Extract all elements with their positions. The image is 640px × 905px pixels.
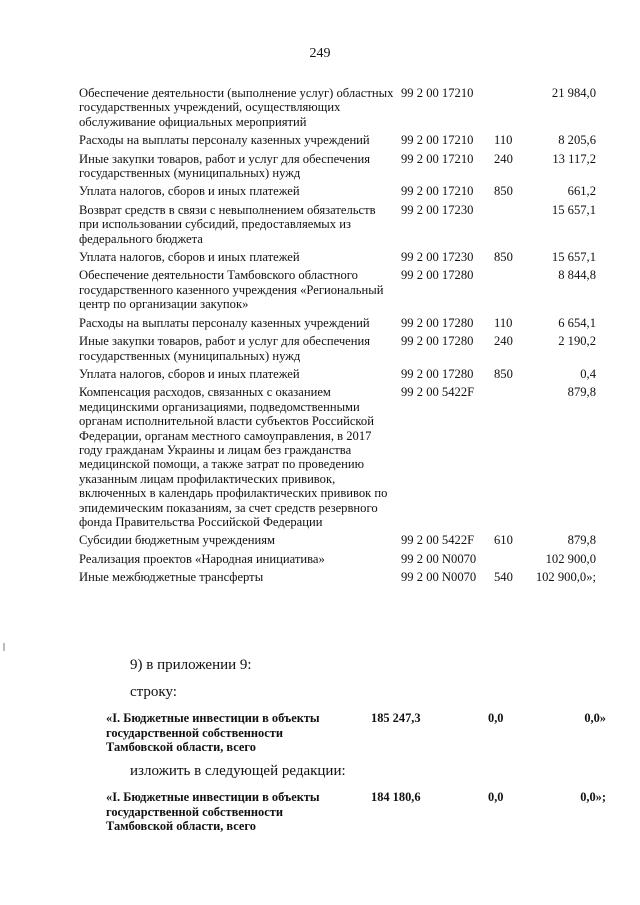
row-code: 99 2 00 17210 — [401, 133, 474, 148]
row-name: Расходы на выплаты персоналу казенных учреждений — [79, 133, 370, 148]
row-amount: 8 205,6 — [558, 133, 596, 148]
row-amount: 2 190,2 — [558, 334, 596, 349]
table-row — [79, 570, 599, 584]
old-row-value-2: 0,0 — [488, 711, 504, 725]
new-row — [106, 790, 606, 834]
row-expense-type: 540 — [494, 570, 513, 585]
row-amount: 21 984,0 — [551, 86, 596, 100]
table-row — [79, 133, 599, 147]
row-amount: 15 657,1 — [551, 202, 596, 217]
row-code: 99 2 00 17280 — [401, 315, 474, 330]
new-row-value-3: 0,0»; — [580, 790, 606, 804]
row-name: Расходы на выплаты персоналу казенных учреждений — [79, 315, 370, 330]
row-expense-type: 110 — [494, 133, 513, 148]
old-row-name: «I. Бюджетные инвестиции в объекты государственной собственности Тамбовской области, всего — [106, 711, 320, 755]
row-name: Возврат средств в связи с невыполнением обязательств при использовании субсидий, предоставляемых из федерального бюджета — [79, 202, 376, 246]
row-expense-type: 610 — [494, 533, 513, 548]
row-amount: 102 900,0»; — [535, 570, 596, 585]
row-name: Обеспечение деятельности Тамбовского областного государственного казенного учреждения «Региональный центр по организации закупок» — [79, 268, 384, 312]
row-expense-type: 240 — [494, 151, 513, 166]
appendix-heading: 9) в приложении 9: — [130, 657, 252, 673]
row-name: Уплата налогов, сборов и иных платежей — [79, 184, 300, 199]
table-row — [79, 268, 599, 311]
row-name: Иные межбюджетные трансферты — [79, 570, 264, 585]
row-name: Обеспечение деятельности (выполнение услуг) областных государственных учреждений, осуществляющих обслуживание официальных мероприятий — [79, 86, 394, 129]
new-row-value-2: 0,0 — [488, 790, 504, 804]
budget-table — [79, 86, 599, 589]
table-row — [79, 152, 599, 181]
row-code: 99 2 00 N0070 — [401, 551, 477, 566]
row-name: Уплата налогов, сборов и иных платежей — [79, 366, 300, 381]
margin-mark — [3, 643, 5, 651]
new-row-name: «I. Бюджетные инвестиции в объекты государственной собственности Тамбовской области, всего — [106, 790, 320, 834]
row-amount: 879,8 — [567, 533, 596, 548]
row-amount: 879,8 — [567, 385, 596, 400]
row-code: 99 2 00 5422F — [401, 533, 475, 548]
row-expense-type: 240 — [494, 334, 513, 349]
row-name: Реализация проектов «Народная инициатива» — [79, 551, 325, 566]
row-code: 99 2 00 17210 — [401, 151, 474, 166]
row-name: Иные закупки товаров, работ и услуг для обеспечения государственных (муниципальных) нужд — [79, 151, 371, 181]
row-code: 99 2 00 17230 — [401, 202, 474, 217]
row-code: 99 2 00 17280 — [401, 334, 474, 349]
row-name: Уплата налогов, сборов и иных платежей — [79, 250, 300, 265]
row-amount: 8 844,8 — [558, 268, 596, 283]
row-expense-type: 850 — [494, 184, 513, 199]
row-name: Иные закупки товаров, работ и услуг для обеспечения государственных (муниципальных) нужд — [79, 334, 371, 363]
table-row — [79, 250, 599, 264]
table-row — [79, 316, 599, 330]
table-row — [79, 334, 599, 363]
table-row — [79, 367, 599, 381]
table-row — [79, 552, 599, 566]
row-expense-type: 110 — [494, 315, 513, 330]
table-row — [79, 184, 599, 198]
old-row-value-1: 185 247,3 — [371, 711, 421, 725]
old-row — [106, 711, 606, 755]
row-code: 99 2 00 5422F — [401, 385, 475, 400]
table-row — [79, 86, 599, 129]
new-row-value-1: 184 180,6 — [371, 790, 421, 804]
row-name: Субсидии бюджетным учреждениям — [79, 533, 275, 548]
row-code: 99 2 00 N0070 — [401, 570, 477, 585]
table-row — [79, 385, 599, 529]
table-row — [79, 203, 599, 246]
row-name: Компенсация расходов, связанных с оказанием медицинскими организациями, подведомственными органам исполнительной власти субъектов Российской Федерации, органам местного самоуправления, в 2017 году гражданам Украины и лицам без гражданства медицинской помощи, а также затрат по проведению указанным лицам профилактических прививок, включенных в календарь профилактических прививок по эпидемическим показаниям, за счет средств резервного фонда Правительства Российской Федерации — [79, 385, 388, 529]
row-amount: 6 654,1 — [558, 315, 596, 330]
row-code: 99 2 00 17280 — [401, 366, 474, 381]
line-label: строку: — [130, 684, 177, 700]
old-row-value-3: 0,0» — [584, 711, 606, 725]
row-amount: 0,4 — [580, 366, 596, 381]
row-expense-type: 850 — [494, 250, 513, 265]
row-code: 99 2 00 17230 — [401, 250, 474, 265]
row-expense-type: 850 — [494, 366, 513, 381]
row-code: 99 2 00 17210 — [401, 86, 474, 100]
row-amount: 13 117,2 — [552, 151, 596, 166]
replace-instruction: изложить в следующей редакции: — [130, 763, 346, 779]
table-row — [79, 533, 599, 547]
row-code: 99 2 00 17210 — [401, 184, 474, 199]
page-number: 249 — [309, 46, 331, 61]
row-amount: 15 657,1 — [551, 250, 596, 265]
row-amount: 661,2 — [567, 184, 596, 199]
row-code: 99 2 00 17280 — [401, 268, 474, 283]
row-amount: 102 900,0 — [545, 551, 596, 566]
